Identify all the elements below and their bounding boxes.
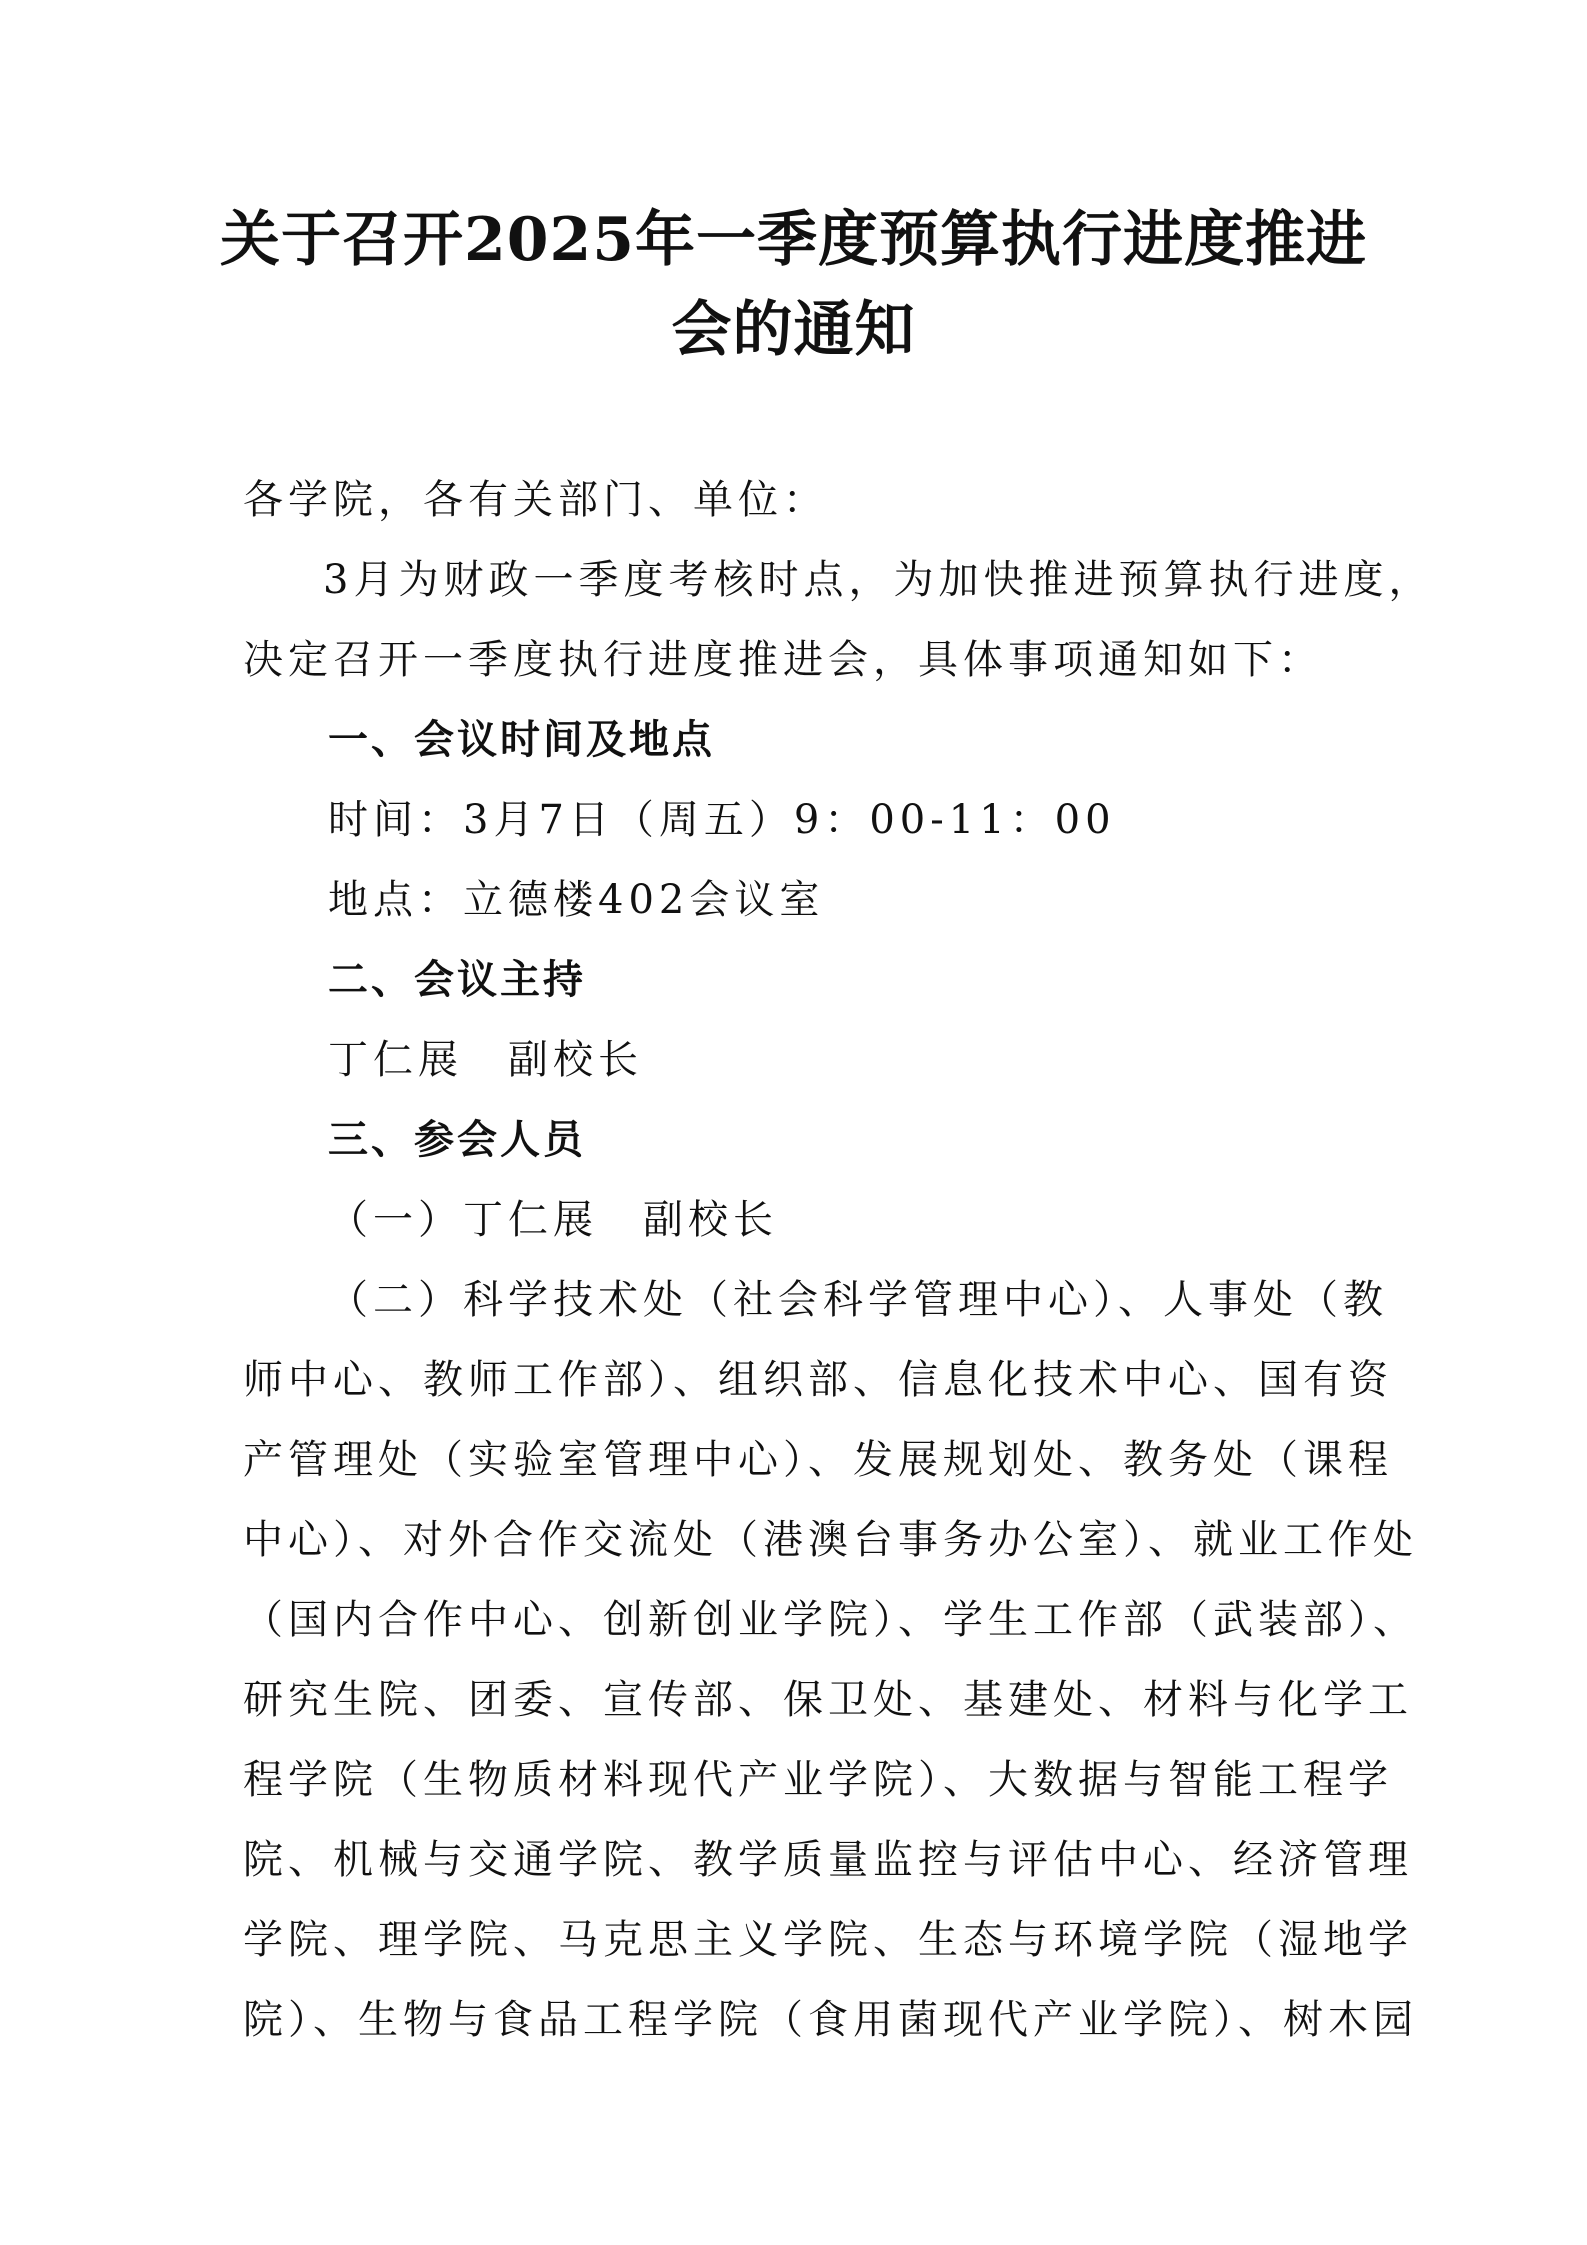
meeting-place: 地点：立德楼402会议室 [328, 877, 825, 923]
intro-line-2: 决定召开一季度执行进度推进会，具体事项通知如下： [243, 637, 1323, 683]
attendee-item-2-line: 学院、理学院、马克思主义学院、生态与环境学院（湿地学 [243, 1917, 1413, 1963]
attendee-item-2-line: 院、机械与交通学院、教学质量监控与评估中心、经济管理 [243, 1837, 1413, 1883]
attendee-item-2-line: （二）科学技术处（社会科学管理中心）、人事处（教 [328, 1277, 1388, 1323]
intro-line-1: 3月为财政一季度考核时点，为加快推进预算执行进度， [323, 557, 1434, 603]
attendee-item-2-line: 产管理处（实验室管理中心）、发展规划处、教务处（课程 [243, 1437, 1393, 1483]
attendee-item-2-line: 研究生院、团委、宣传部、保卫处、基建处、材料与化学工 [243, 1677, 1413, 1723]
document-body [243, 460, 1434, 2060]
attendee-item-2-line: 中心）、对外合作交流处（港澳台事务办公室）、就业工作处 [243, 1517, 1418, 1563]
section-1-heading: 一、会议时间及地点 [328, 717, 715, 763]
attendee-item-1: （一）丁仁展 副校长 [328, 1197, 778, 1243]
title-line-1: 关于召开2025年一季度预算执行进度推进 [220, 205, 1367, 275]
title-line-2: 会的通知 [671, 295, 916, 365]
salutation: 各学院，各有关部门、单位： [243, 477, 828, 523]
section-3-heading: 三、参会人员 [328, 1117, 586, 1163]
attendee-item-2-line: 程学院（生物质材料现代产业学院）、大数据与智能工程学 [243, 1757, 1393, 1803]
attendee-item-2-line: 师中心、教师工作部）、组织部、信息化技术中心、国有资 [243, 1357, 1393, 1403]
meeting-time: 时间：3月7日（周五）9：00-11：00 [328, 797, 1116, 843]
attendee-item-2-line: 院）、生物与食品工程学院（食用菌现代产业学院）、树木园 [243, 1997, 1418, 2043]
document-title [220, 195, 1367, 375]
attendee-item-2-line: （国内合作中心、创新创业学院）、学生工作部（武装部）、 [243, 1597, 1418, 1643]
section-2-heading: 二、会议主持 [328, 957, 586, 1003]
meeting-host: 丁仁展 副校长 [328, 1037, 643, 1083]
